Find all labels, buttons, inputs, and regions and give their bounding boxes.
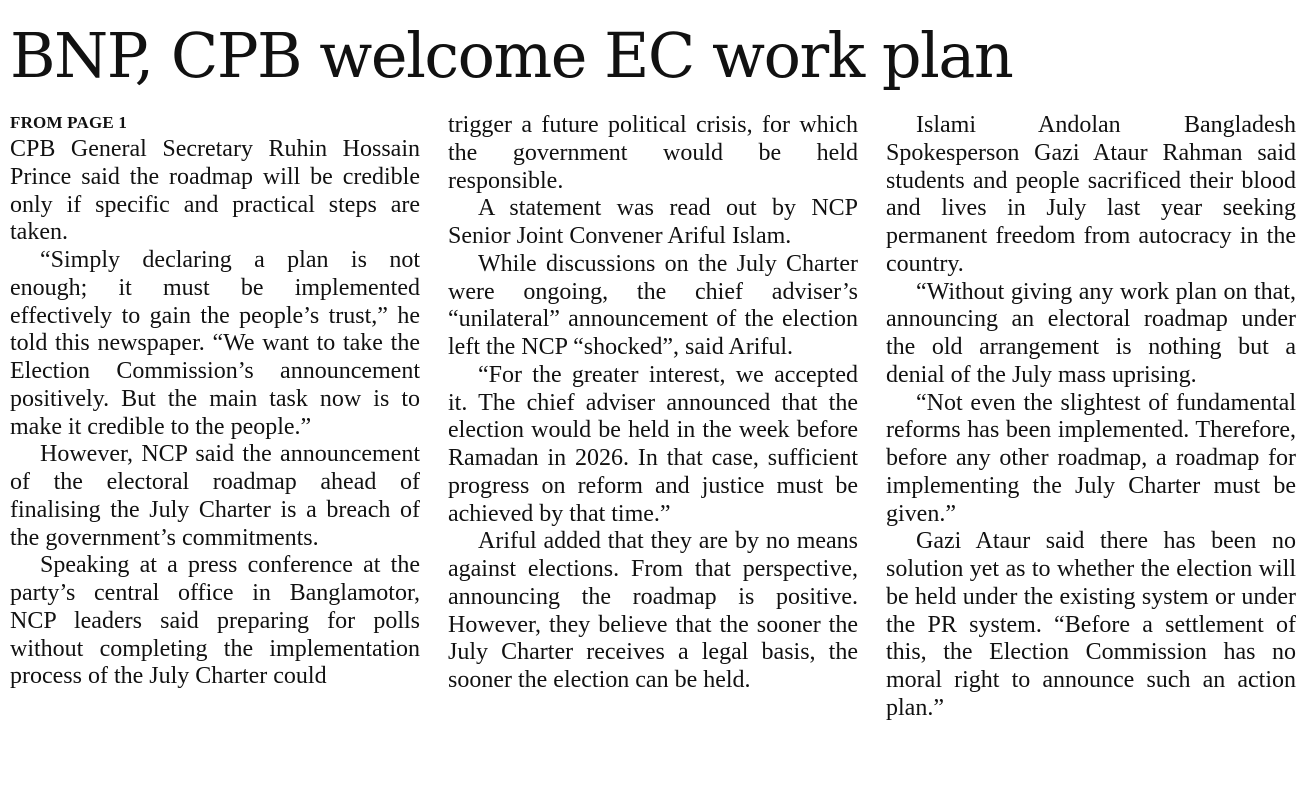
paragraph: Gazi Ataur said there has been no solution yet as to whether the election will be held under the existing system or under the PR system. “Before a settlement of this, the Election Commission has no moral right to announce such an action plan.” xyxy=(886,528,1296,721)
paragraph: Ariful added that they are by no means against elections. From that perspective, announcing the roadmap is positive. However, they believe that the sooner the July Charter receives a legal basis, the sooner the election can be held. xyxy=(448,528,858,693)
paragraph: While discussions on the July Charter were ongoing, the chief adviser’s “unilateral” announcement of the election left the NCP “shocked”, said Ariful. xyxy=(448,250,858,360)
paragraph: “For the greater interest, we accepted it. The chief adviser announced that the election would be held in the week before Ramadan in 2026. In that case, sufficient progress on reform and justice must be achieved by that time.” xyxy=(448,361,858,527)
paragraph: A statement was read out by NCP Senior Joint Convener Ariful Islam. xyxy=(448,195,858,249)
paragraph: “Simply declaring a plan is not enough; it must be implemented effectively to gain the people’s trust,” he told this newspaper. “We want to take the Election Commission’s announcement positively. But the main task now is to make it credible to the people.” xyxy=(10,247,420,440)
kicker: FROM PAGE 1 xyxy=(10,113,128,132)
article-column-3 xyxy=(886,112,1296,723)
paragraph: However, NCP said the announcement of the electoral roadmap ahead of finalising the July Charter is a breach of the government’s commitments. xyxy=(10,441,420,551)
article-column-1 xyxy=(10,112,420,691)
headline: BNP, CPB welcome EC work plan xyxy=(10,19,1013,92)
paragraph: trigger a future political crisis, for which the government would be held responsible. xyxy=(448,112,858,194)
paragraph: CPB General Secretary Ruhin Hossain Prince said the roadmap will be credible only if specific and practical steps are taken. xyxy=(10,136,420,246)
paragraph: Speaking at a press conference at the party’s central office in Banglamotor, NCP leaders said preparing for polls without completing the implementation process of the July Charter could xyxy=(10,552,420,690)
paragraph: Islami Andolan Bangladesh Spokesperson Gazi Ataur Rahman said students and people sacrificed their blood and lives in July last year seeking permanent freedom from autocracy in the country. xyxy=(886,112,1296,277)
paragraph: “Not even the slightest of fundamental reforms has been implemented. Therefore, before any other roadmap, a roadmap for implementing the July Charter must be given.” xyxy=(886,389,1296,527)
paragraph: “Without giving any work plan on that, announcing an electoral roadmap under the old arrangement is nothing but a denial of the July mass uprising. xyxy=(886,278,1296,388)
article-column-2 xyxy=(448,112,858,695)
